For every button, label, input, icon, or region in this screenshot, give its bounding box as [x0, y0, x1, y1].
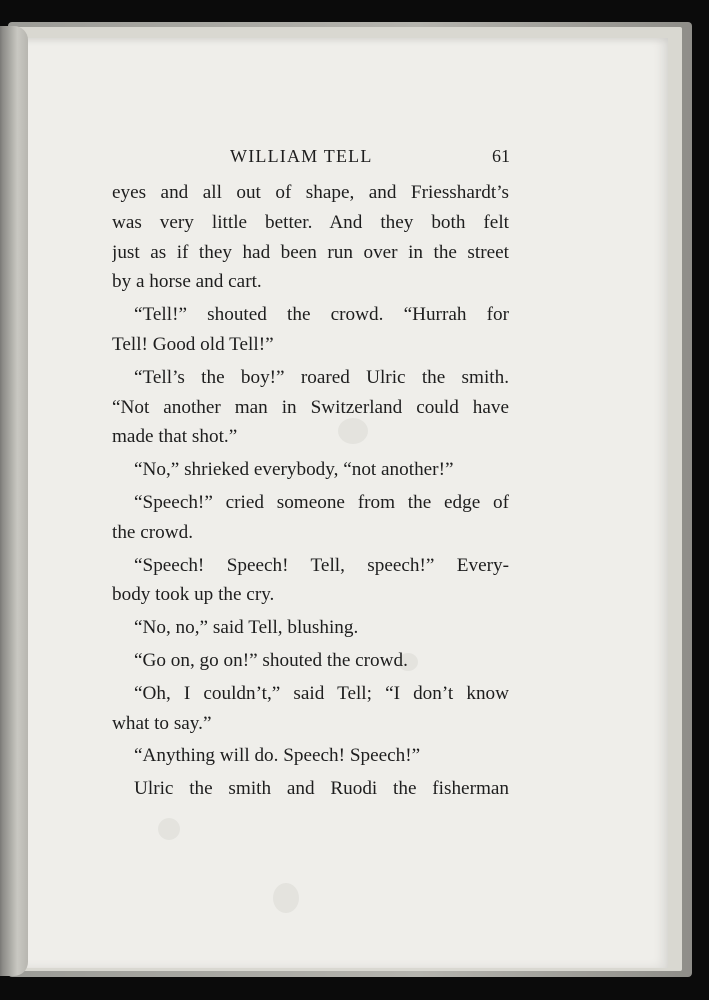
text-line: made that shot.”: [112, 426, 238, 448]
text-line: “No, no,” said Tell, blushing.: [134, 617, 359, 639]
text-line: Ulric the smith and Ruodi the fisherman: [134, 778, 509, 800]
text-line: eyes and all out of shape, and Friesshardt’s: [112, 182, 509, 203]
page-number: 61: [492, 146, 510, 166]
text-line: “Go on, go on!” shouted the crowd.: [134, 649, 408, 671]
text-line: just as if they had been run over in the street: [112, 241, 509, 263]
facing-page-curve: [0, 26, 28, 976]
text-line: by a horse and cart.: [112, 271, 262, 293]
text-line: body took up the cry.: [112, 584, 275, 606]
text-line: “Tell’s the boy!” roared Ulric the smith.: [134, 366, 509, 388]
text-line: “No,” shrieked everybody, “not another!”: [134, 459, 454, 481]
running-head: [112, 146, 512, 174]
text-line: Tell! Good old Tell!”: [112, 333, 274, 355]
paper-spot: [273, 883, 299, 913]
text-line: what to say.”: [112, 712, 212, 734]
text-line: “Tell!” shouted the crowd. “Hurrah for: [134, 304, 509, 326]
text-line: “Anything will do. Speech! Speech!”: [134, 745, 421, 767]
text-line: the crowd.: [112, 521, 193, 543]
running-head-title: WILLIAM TELL: [230, 146, 373, 166]
text-line: “Not another man in Switzerland could have: [112, 396, 509, 418]
text-line: was very little better. And they both felt: [112, 211, 509, 233]
paper-spot: [158, 818, 180, 840]
text-line: “Oh, I couldn’t,” said Tell; “I don’t know: [134, 682, 509, 704]
text-line: “Speech!” cried someone from the edge of: [134, 491, 509, 513]
body-text: [112, 178, 509, 804]
text-line: “Speech! Speech! Tell, speech!” Every-: [134, 554, 509, 576]
